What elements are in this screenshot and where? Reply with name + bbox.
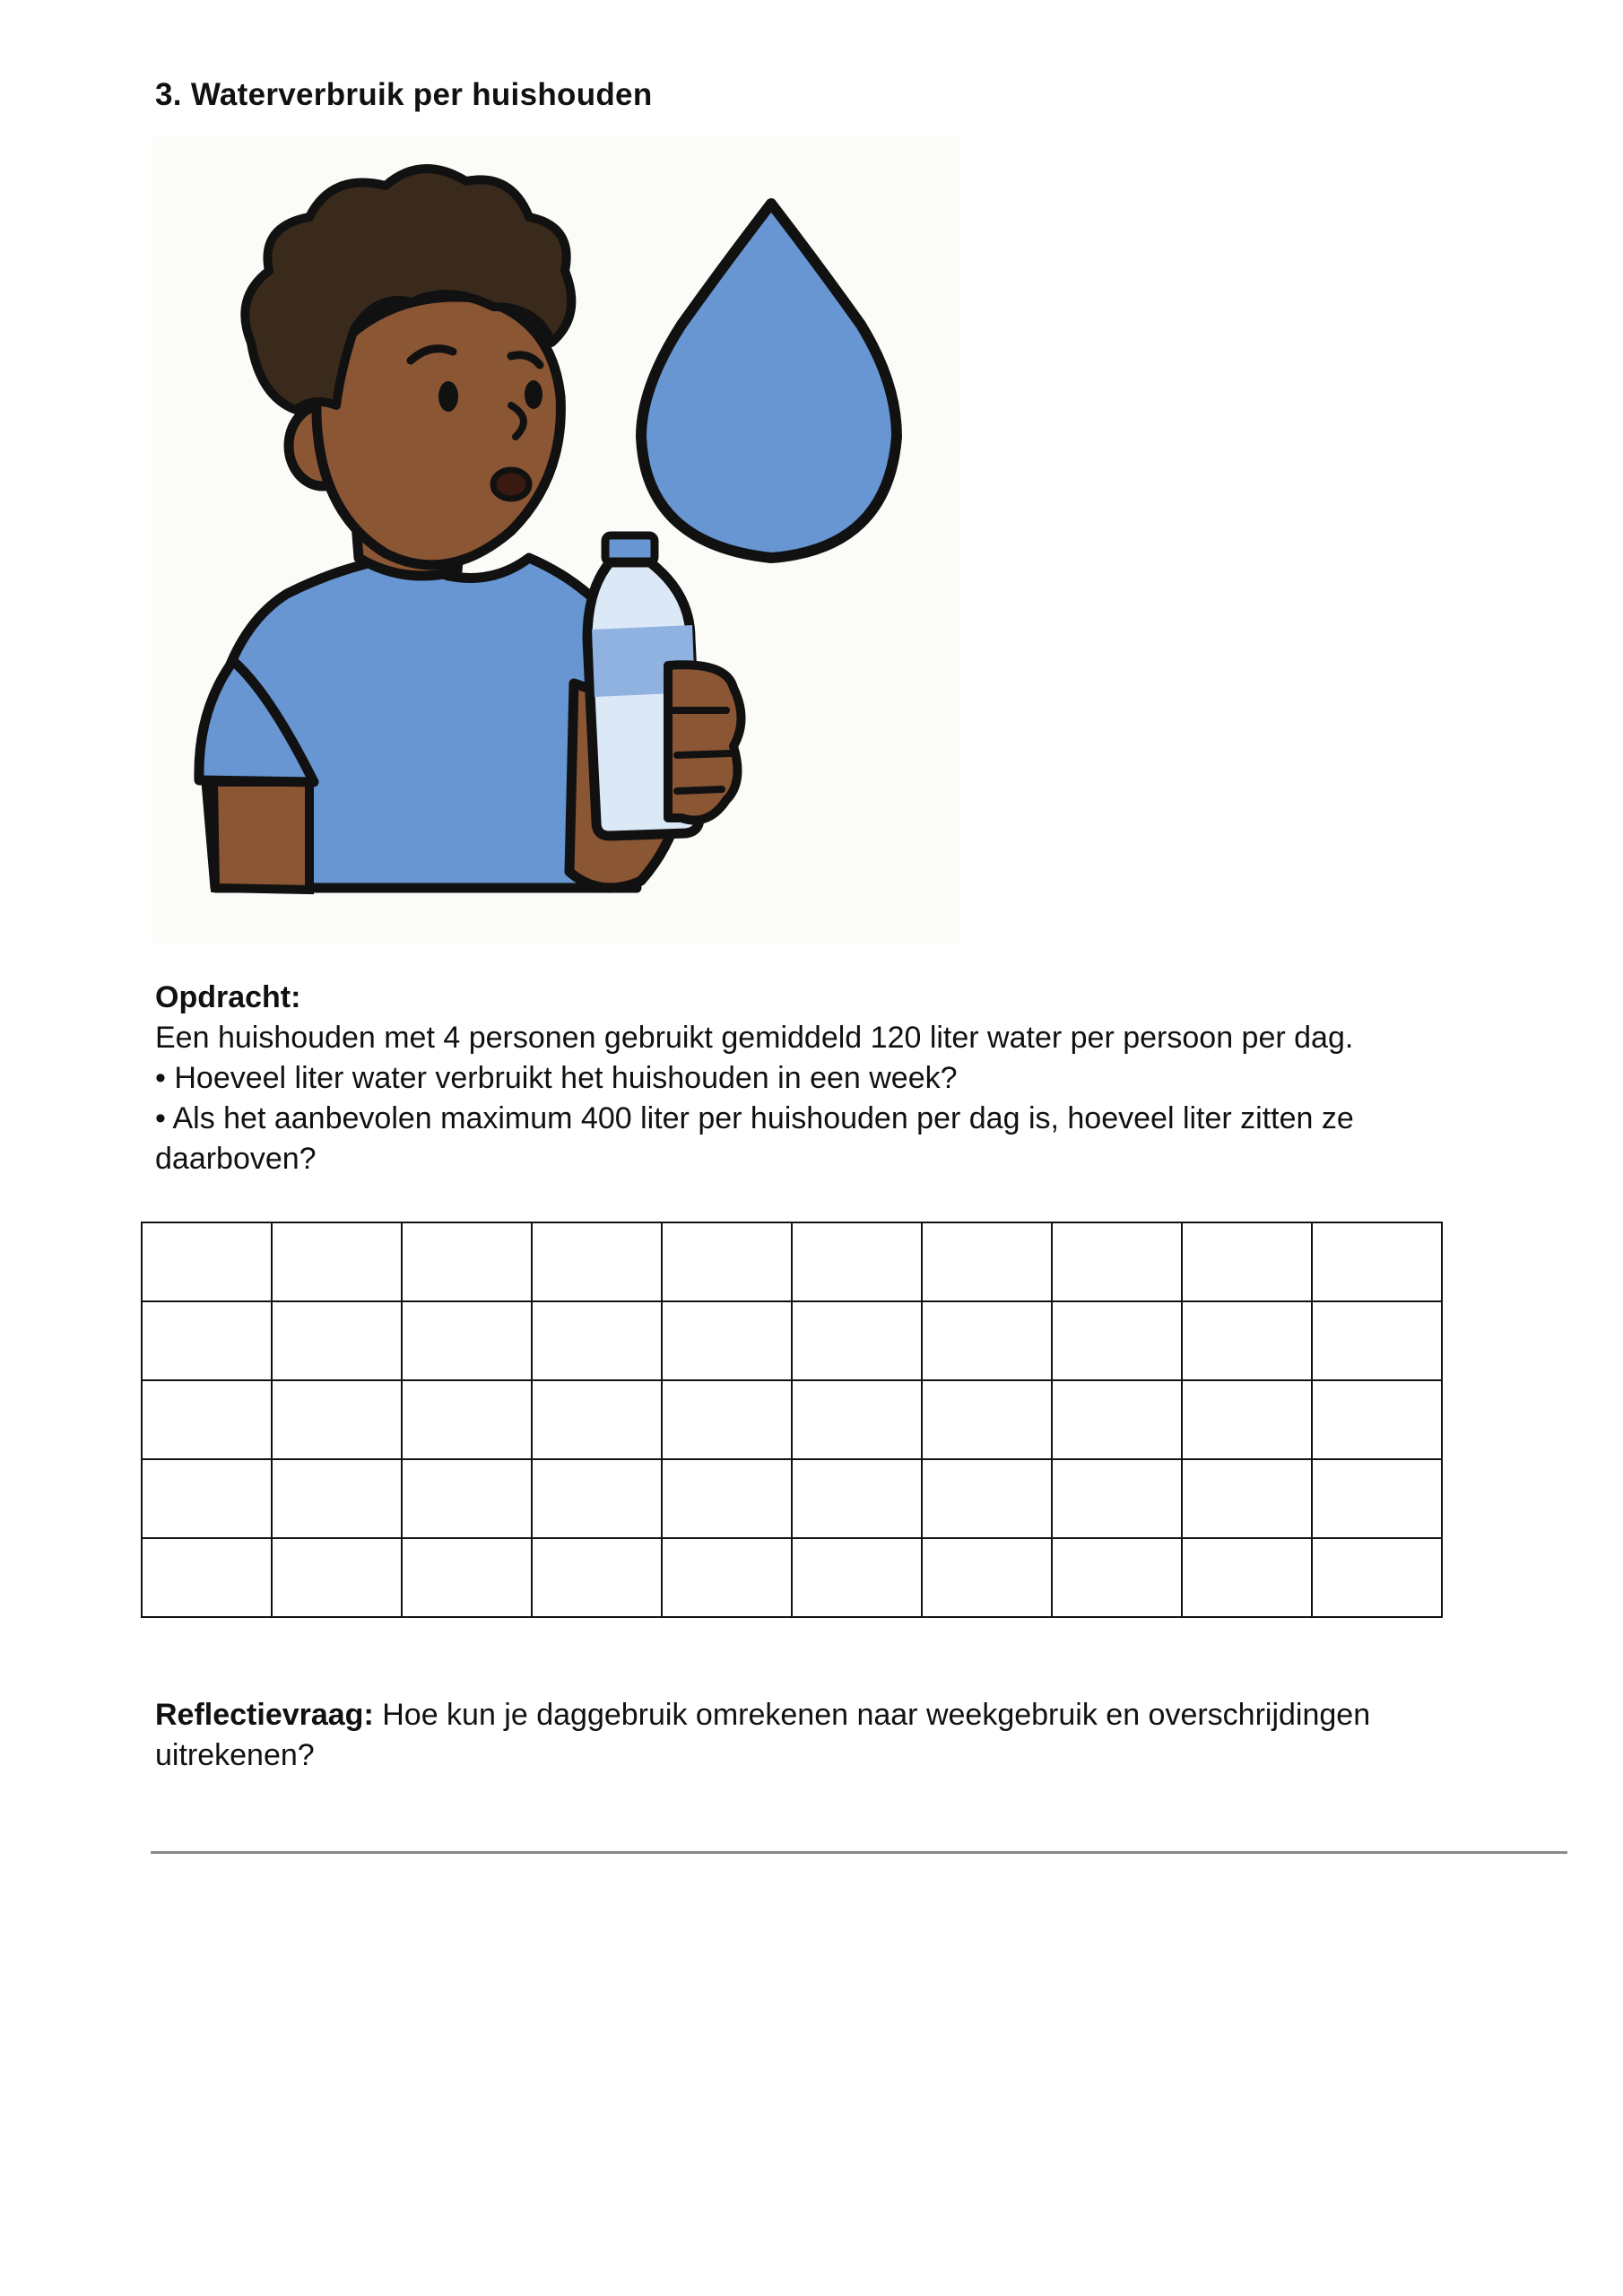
grid-cell[interactable]	[142, 1459, 272, 1538]
grid-cell[interactable]	[402, 1459, 532, 1538]
grid-cell[interactable]	[272, 1301, 402, 1380]
grid-cell[interactable]	[922, 1301, 1052, 1380]
grid-cell[interactable]	[1182, 1301, 1312, 1380]
grid-cell[interactable]	[402, 1380, 532, 1459]
grid-cell[interactable]	[532, 1459, 662, 1538]
grid-cell[interactable]	[1182, 1222, 1312, 1301]
assignment-bullet-1: • Hoeveel liter water verbruikt het huishouden in een week?	[155, 1061, 958, 1095]
answer-line[interactable]	[151, 1851, 1567, 1854]
grid-cell[interactable]	[1052, 1222, 1182, 1301]
assignment-intro: Een huishouden met 4 personen gebruikt gemiddeld 120 liter water per persoon per dag.	[155, 1021, 1354, 1055]
grid-cell[interactable]	[532, 1538, 662, 1617]
grid-cell[interactable]	[142, 1222, 272, 1301]
grid-cell[interactable]	[272, 1459, 402, 1538]
grid-cell[interactable]	[532, 1380, 662, 1459]
grid-cell[interactable]	[532, 1301, 662, 1380]
grid-cell[interactable]	[922, 1380, 1052, 1459]
answer-grid	[141, 1222, 1443, 1618]
grid-cell[interactable]	[402, 1538, 532, 1617]
grid-cell[interactable]	[1312, 1538, 1442, 1617]
person-drinking-illustration	[152, 136, 959, 944]
grid-cell[interactable]	[1052, 1538, 1182, 1617]
grid-cell[interactable]	[922, 1538, 1052, 1617]
grid-cell[interactable]	[272, 1380, 402, 1459]
grid-cell[interactable]	[142, 1538, 272, 1617]
grid-row	[142, 1222, 1442, 1301]
grid-cell[interactable]	[1312, 1222, 1442, 1301]
grid-cell[interactable]	[792, 1538, 922, 1617]
grid-cell[interactable]	[922, 1222, 1052, 1301]
grid-cell[interactable]	[792, 1380, 922, 1459]
assignment-bullet-2: • Als het aanbevolen maximum 400 liter per huishouden per dag is, hoeveel liter zitten ze daarboven?	[155, 1101, 1354, 1176]
grid-cell[interactable]	[1312, 1380, 1442, 1459]
grid-row	[142, 1459, 1442, 1538]
reflection-question	[155, 1695, 1446, 1776]
grid-row	[142, 1538, 1442, 1617]
assignment-heading: Opdracht:	[155, 980, 301, 1014]
reflection-text: Hoe kun je daggebruik omrekenen naar weekgebruik en overschrijdingen uitrekenen?	[155, 1698, 1371, 1772]
grid-cell[interactable]	[662, 1380, 792, 1459]
grid-cell[interactable]	[792, 1301, 922, 1380]
reflection-label: Reflectievraag:	[155, 1698, 374, 1732]
grid-cell[interactable]	[922, 1459, 1052, 1538]
grid-cell[interactable]	[532, 1222, 662, 1301]
grid-cell[interactable]	[1312, 1301, 1442, 1380]
grid-cell[interactable]	[402, 1222, 532, 1301]
grid-cell[interactable]	[1182, 1538, 1312, 1617]
grid-cell[interactable]	[662, 1538, 792, 1617]
grid-cell[interactable]	[662, 1459, 792, 1538]
assignment-block	[155, 978, 1446, 1179]
grid-row	[142, 1301, 1442, 1380]
grid-cell[interactable]	[272, 1222, 402, 1301]
grid-cell[interactable]	[1182, 1380, 1312, 1459]
grid-cell[interactable]	[142, 1301, 272, 1380]
section-title: 3. Waterverbruik per huishouden	[155, 77, 653, 112]
grid-cell[interactable]	[1052, 1380, 1182, 1459]
grid-cell[interactable]	[1312, 1459, 1442, 1538]
grid-cell[interactable]	[272, 1538, 402, 1617]
grid-cell[interactable]	[792, 1459, 922, 1538]
grid-cell[interactable]	[792, 1222, 922, 1301]
grid-cell[interactable]	[662, 1222, 792, 1301]
grid-cell[interactable]	[402, 1301, 532, 1380]
grid-cell[interactable]	[1052, 1459, 1182, 1538]
grid-cell[interactable]	[1182, 1459, 1312, 1538]
grid-cell[interactable]	[1052, 1301, 1182, 1380]
grid-cell[interactable]	[142, 1380, 272, 1459]
grid-cell[interactable]	[662, 1301, 792, 1380]
grid-row	[142, 1380, 1442, 1459]
